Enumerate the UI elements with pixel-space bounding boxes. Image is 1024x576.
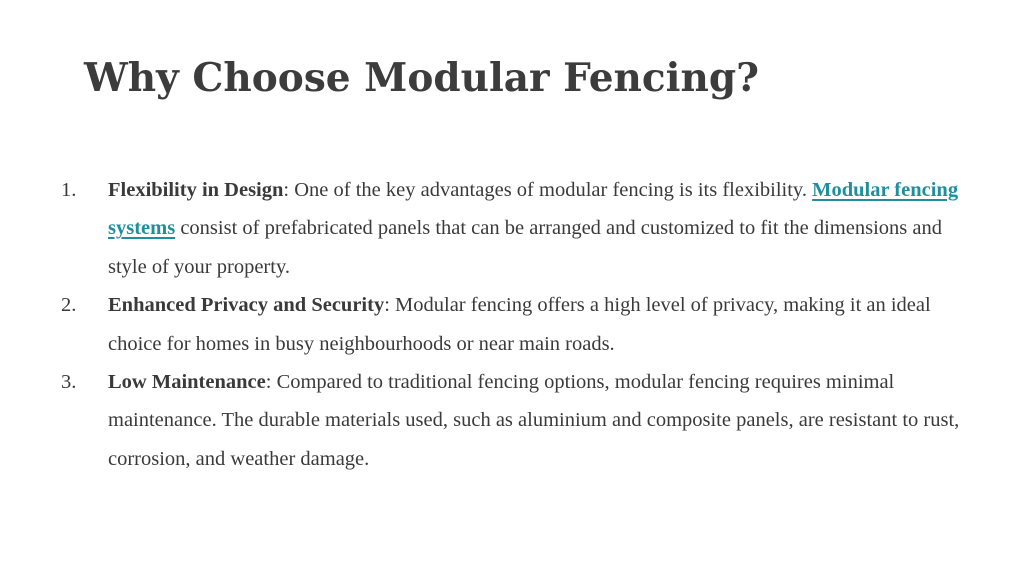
- item-text: Modular fencing offers a high level of privacy, making it an ideal choice for homes in busy neighbourhoods or near main roads.: [108, 294, 931, 355]
- benefits-list: [61, 171, 968, 478]
- list-number: 3.: [61, 371, 77, 394]
- list-number: 2.: [61, 294, 77, 317]
- item-text: Compared to traditional fencing options, modular fencing requires minimal maintenance. The durable materials used, such as aluminium and composite panels, are resistant to rust, corrosion, and weather damage.: [108, 371, 960, 470]
- list-number: 1.: [61, 179, 77, 201]
- slide-title: Why Choose Modular Fencing?: [84, 55, 759, 101]
- term-separator: :: [265, 371, 272, 394]
- list-item-flexibility: [61, 171, 968, 286]
- modular-fencing-systems-link[interactable]: Modular fencing systems: [108, 179, 959, 240]
- term-separator: :: [384, 294, 390, 317]
- term-separator: :: [283, 179, 290, 201]
- list-item-privacy: [61, 286, 968, 363]
- list-item-maintenance: [61, 363, 968, 478]
- item-text: One of the key advantages of modular fencing is its flexibility.: [289, 179, 813, 201]
- term-privacy-security: Enhanced Privacy and Security: [108, 294, 385, 317]
- term-flexibility: Flexibility in Design: [108, 179, 284, 201]
- item-text: consist of prefabricated panels that can be arranged and customized to fit the dimensions and style of your property.: [108, 217, 942, 278]
- term-low-maintenance: Low Maintenance: [108, 371, 266, 394]
